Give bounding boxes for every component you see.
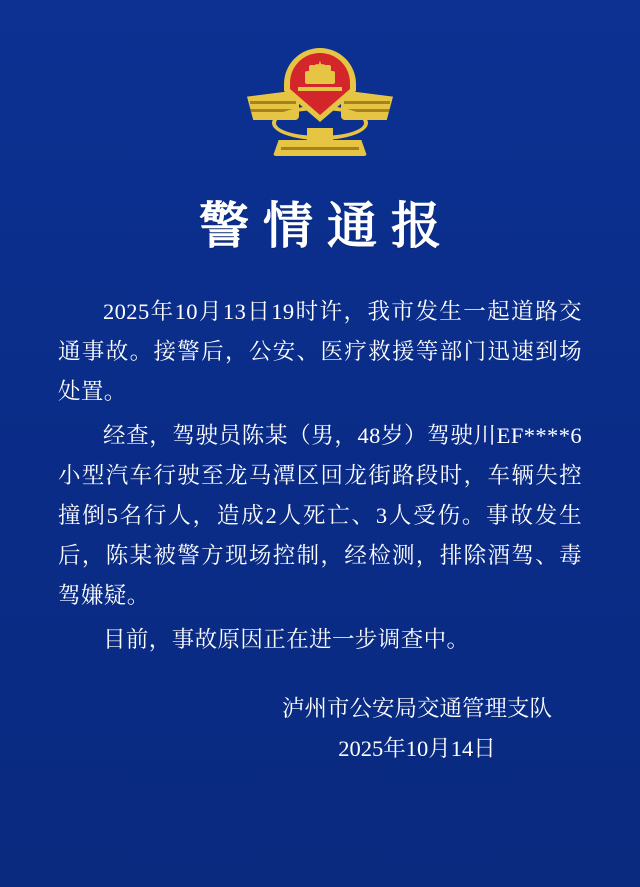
police-emblem-icon — [247, 46, 393, 158]
emblem-gate-icon — [305, 71, 335, 84]
emblem-bar — [298, 87, 342, 91]
paragraph-3: 目前，事故原因正在进一步调查中。 — [103, 626, 470, 652]
paragraph-2: 经查，驾驶员陈某（男，48岁）驾驶川EF****6小型汽车行驶至龙马潭区回龙街路段时，车辆失控撞倒5名行人，造成2人死亡、3人受伤。事故发生后，陈某被警方现场控制，经检测，排除酒驾、毒驾嫌疑。 — [58, 422, 582, 608]
page-title: 警情通报 — [199, 198, 455, 254]
emblem-base — [273, 140, 367, 156]
emblem-pillar — [307, 128, 333, 142]
signature-block — [252, 689, 582, 769]
emblem-container — [58, 0, 582, 158]
paragraph-1: 2025年10月13日19时许，我市发生一起道路交通事故。接警后，公安、医疗救援等部门迅速到场处置。 — [58, 298, 582, 404]
signature-issuer: 泸州市公安局交通管理支队 — [281, 696, 552, 721]
signature-date: 2025年10月14日 — [338, 736, 496, 761]
notice-body — [58, 292, 582, 660]
